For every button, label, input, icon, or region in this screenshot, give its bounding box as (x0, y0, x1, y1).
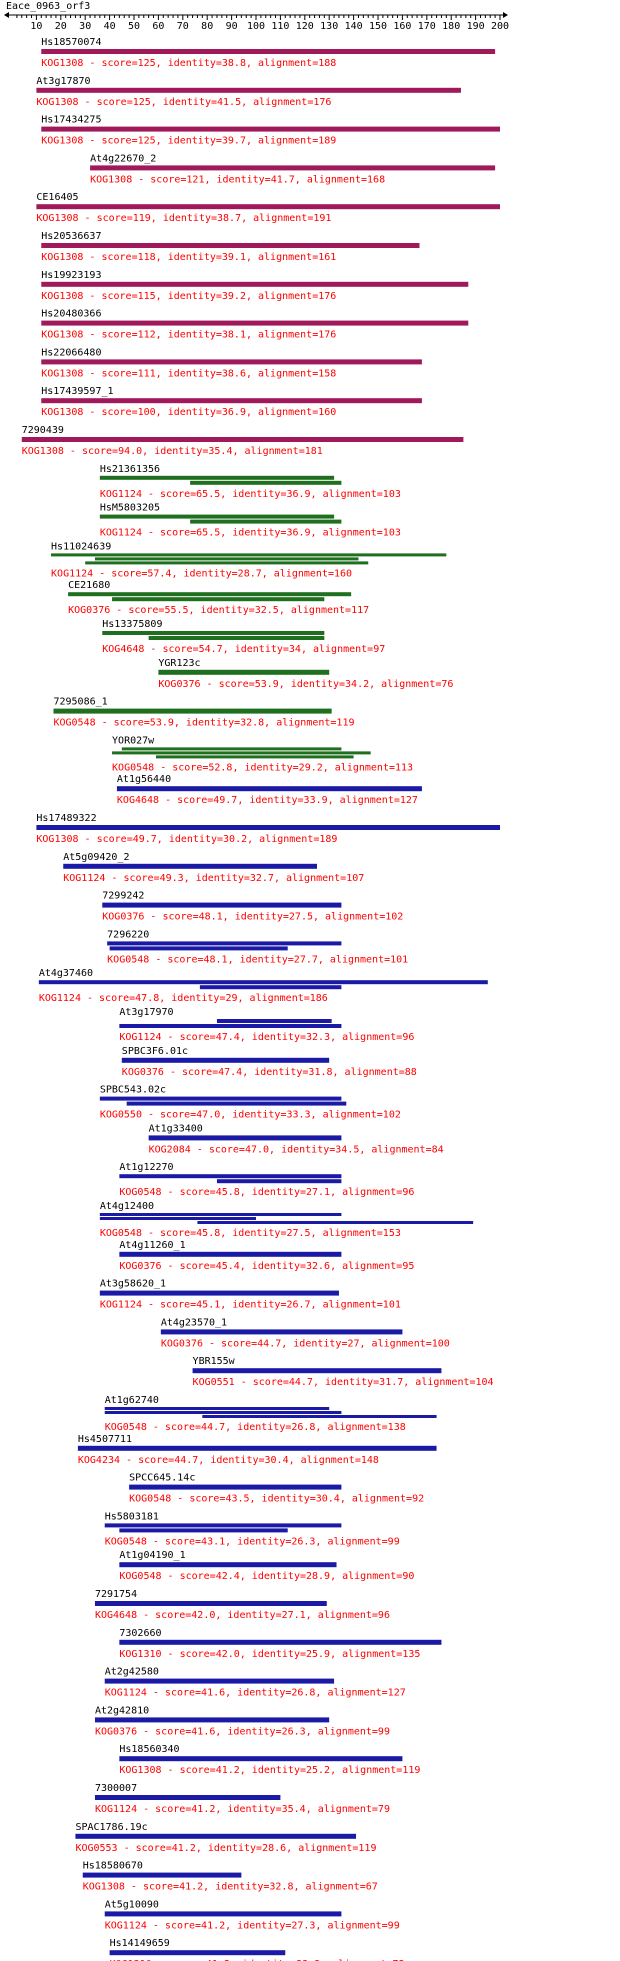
hit-row (119, 1744, 420, 1776)
alignment-bar (63, 864, 317, 869)
hit-row (95, 1589, 390, 1621)
hit-info: KOG0548 - score=43.5, identity=30.4, alignment=92 (129, 1493, 425, 1505)
alignment-bar (41, 243, 419, 248)
hit-name: 7291754 (94, 1589, 138, 1600)
hit-name: At4g11260_1 (119, 1239, 186, 1251)
alignment-bar (129, 1485, 341, 1490)
hit-info: KOG1308 - score=112, identity=38.1, alignment=176 (41, 329, 337, 341)
hit-info: KOG0548 - score=43.1, identity=26.3, alignment=99 (104, 1536, 400, 1548)
alignment-bar (197, 1221, 473, 1224)
hit-row (78, 1434, 437, 1466)
alignment-bar (119, 1174, 341, 1178)
hit-name: SPAC1786.19c (75, 1821, 148, 1833)
alignment-bar (105, 1911, 342, 1916)
hit-row (53, 697, 354, 729)
axis-tick-label: 10 (30, 21, 43, 32)
hit-info: KOG1308 - score=125, identity=39.7, alignment=189 (41, 135, 337, 147)
alignment-bar (217, 1179, 341, 1183)
alignment-bar (68, 592, 351, 596)
hit-info: KOG0548 - score=44.7, identity=26.8, alignment=138 (104, 1422, 406, 1433)
alignment-bar (39, 980, 488, 984)
hit-name: At2g42580 (104, 1666, 159, 1678)
hit-row (95, 1783, 390, 1815)
axis-left-arrow (4, 12, 9, 18)
hit-row (105, 1395, 437, 1433)
axis-tick-label: 200 (490, 21, 510, 32)
alignment-bar (83, 1873, 242, 1878)
hit-info: KOG0550 - score=47.0, identity=33.3, alignment=102 (99, 1109, 401, 1121)
alignment-bar (200, 985, 342, 989)
hit-row (129, 1473, 424, 1505)
alignment-bar (105, 1679, 334, 1684)
axis-tick-label: 50 (127, 21, 141, 32)
hit-info: KOG0548 - score=48.1, identity=27.7, alignment=101 (107, 954, 409, 966)
alignment-bar (95, 1717, 329, 1722)
hit-info: KOG4648 - score=42.0, identity=27.1, alignment=96 (94, 1610, 390, 1621)
hit-info: KOG1124 - score=41.2, identity=27.3, alignment=99 (104, 1920, 400, 1932)
alignment-bar (41, 398, 422, 403)
hit-info: KOG0376 - score=47.4, identity=31.8, alignment=88 (121, 1066, 417, 1078)
hit-name: CE16405 (36, 192, 79, 204)
alignment-bar (190, 520, 341, 524)
hit-name: Hs19923193 (41, 269, 102, 281)
hit-info: KOG0548 - score=45.8, identity=27.5, alignment=153 (99, 1228, 401, 1239)
hit-name: 7295086_1 (53, 696, 108, 708)
hit-row (100, 1085, 401, 1121)
axis-tick-label: 20 (54, 21, 67, 32)
alignment-bar (22, 437, 464, 442)
hit-name: CE21680 (68, 580, 111, 592)
axis-tick-label: 30 (79, 21, 92, 32)
hit-name: 7299242 (102, 890, 145, 902)
hit-name: At4g23570_1 (160, 1317, 228, 1329)
alignment-bar (36, 88, 461, 93)
alignment-bar (158, 670, 329, 675)
hit-row (51, 541, 446, 579)
hit-row (22, 425, 464, 457)
hit-info: KOG1308 - score=115, identity=39.2, alignment=176 (41, 290, 337, 302)
hit-name: Hs11024639 (51, 541, 112, 553)
hit-row (83, 1861, 378, 1893)
alignment-bar (100, 515, 334, 519)
hit-row (119, 1162, 414, 1198)
hit-info: KOG0376 - score=48.1, identity=27.5, alignment=102 (102, 911, 404, 923)
hit-name: Hs13375809 (102, 619, 163, 630)
alignment-bar (78, 1446, 437, 1451)
hit-name: At1g33400 (148, 1123, 203, 1135)
alignment-bar (36, 204, 500, 209)
axis-tick-label: 40 (103, 21, 116, 32)
hit-row (100, 1279, 401, 1311)
hit-name: At4g22670_2 (90, 153, 157, 165)
hit-row (41, 37, 495, 69)
hit-info: KOG1124 - score=41.6, identity=26.8, alignment=127 (104, 1687, 406, 1699)
axis-tick-label: 110 (271, 21, 290, 32)
alignment-bar (102, 631, 324, 635)
hit-info: KOG1124 - score=65.5, identity=36.9, alignment=103 (99, 527, 401, 539)
axis-right-arrow (503, 12, 508, 18)
axis-tick-label: 170 (417, 21, 436, 32)
hit-row (41, 270, 468, 302)
alignment-bar (117, 786, 422, 791)
hit-name: 7300007 (94, 1783, 138, 1794)
hit-row (122, 1046, 417, 1078)
hit-info: KOG1308 - score=125, identity=38.8, alignment=188 (41, 58, 337, 69)
hit-info: KOG2084 - score=47.0, identity=34.5, alignment=84 (148, 1144, 444, 1156)
hit-name: SPBC543.02c (99, 1084, 167, 1096)
hit-info: KOG1308 - score=118, identity=39.1, alignment=161 (41, 252, 337, 263)
alignment-bar (149, 636, 325, 640)
axis-tick-label: 190 (466, 21, 485, 32)
alignment-bar (149, 1135, 342, 1140)
hit-row (41, 347, 422, 379)
alignment-bar (122, 747, 342, 750)
hit-name: Hs21361356 (99, 463, 161, 475)
hit-info: KOG0376 - score=45.4, identity=32.6, alignment=95 (119, 1260, 415, 1272)
hit-info: KOG0551 - score=44.7, identity=31.7, alignment=104 (192, 1377, 494, 1389)
alignment-bar (193, 1368, 442, 1373)
hit-name: YBR155w (192, 1356, 235, 1368)
alignment-bar (110, 946, 288, 950)
hit-info: KOG0376 - score=55.5, identity=32.5, alignment=117 (68, 605, 370, 617)
hit-row (161, 1317, 450, 1349)
hit-info: KOG1124 - score=47.4, identity=32.3, alignment=96 (119, 1032, 415, 1043)
hit-row (193, 1356, 494, 1388)
alignment-bar (161, 1329, 403, 1334)
hit-info: KOG0376 - score=41.6, identity=26.3, alignment=99 (94, 1726, 390, 1738)
hit-info: KOG0548 - score=42.4, identity=28.9, alignment=90 (119, 1571, 415, 1583)
hit-row (119, 1628, 441, 1660)
hit-name: SPCC645.14c (129, 1472, 196, 1484)
hit-name: At1g56440 (116, 774, 172, 786)
hit-name: 7290439 (21, 425, 64, 436)
alignment-bar (127, 1102, 347, 1106)
hit-info: KOG1308 - score=111, identity=38.6, alignment=158 (41, 368, 337, 380)
alignment-bar (100, 476, 334, 480)
axis-tick-label: 130 (320, 21, 339, 32)
hit-info: KOG4648 - score=54.7, identity=34, alignment=97 (102, 644, 386, 655)
hit-row (90, 153, 495, 185)
hit-info: KOG1124 - score=49.3, identity=32.7, alignment=107 (63, 872, 365, 884)
alignment-bar (107, 941, 341, 945)
hit-row (63, 852, 364, 884)
alignment-bar (190, 481, 341, 485)
ruler-axis (4, 12, 509, 32)
alignment-bar (156, 755, 354, 758)
hit-name: Hs20480366 (41, 308, 102, 320)
hit-name: HsM5803205 (99, 502, 161, 514)
alignment-bar (110, 1950, 286, 1955)
hit-info: KOG1124 - score=57.4, identity=28.7, alignment=160 (51, 568, 353, 580)
hit-name: At1g04190_1 (119, 1550, 186, 1562)
alignment-bar (105, 1411, 342, 1414)
hit-row (39, 968, 488, 1004)
hit-name: Hs18570074 (41, 37, 102, 48)
axis-tick-label: 100 (246, 21, 266, 32)
hit-info: KOG0548 - score=53.9, identity=32.8, alignment=119 (53, 717, 355, 729)
hit-name: At2g42810 (94, 1705, 150, 1717)
hit-info: KOG0548 - score=52.8, identity=29.2, alignment=113 (112, 762, 414, 774)
hit-name: Hs18560340 (119, 1744, 180, 1756)
hit-info: KOG1310 - score=42.0, identity=25.9, alignment=135 (119, 1648, 421, 1660)
axis-tick-label: 90 (225, 21, 238, 32)
alignment-bar (105, 1523, 342, 1527)
alignment-bar (41, 321, 468, 326)
alignment-bar (41, 127, 500, 132)
hit-row (149, 1123, 444, 1155)
hit-name: At3g17970 (119, 1007, 174, 1018)
hit-row (119, 1007, 414, 1043)
alignment-bar (112, 597, 324, 601)
hit-info: KOG1308 - score=41.2, identity=25.2, alignment=119 (119, 1765, 421, 1777)
alignment-bar (95, 557, 359, 560)
axis-tick-label: 140 (344, 21, 363, 32)
hit-info: KOG0376 - score=44.7, identity=27, alignment=100 (160, 1338, 450, 1350)
alignment-bar (85, 561, 368, 564)
alignment-bar (217, 1019, 332, 1023)
hit-info: KOG0553 - score=41.2, identity=28.6, alignment=119 (75, 1842, 377, 1854)
alignment-bar (119, 1756, 402, 1761)
hit-info: KOG1308 - score=121, identity=41.7, alignment=168 (90, 174, 386, 186)
hit-row (41, 231, 419, 263)
hit-row (105, 1899, 400, 1931)
hit-info: KOG1308 - score=41.2, identity=32.8, alignment=67 (82, 1881, 378, 1893)
hit-row (110, 1938, 405, 1961)
axis-tick-label: 70 (176, 21, 189, 32)
hit-name: Hs17434275 (41, 114, 102, 126)
hit-name: At4g12400 (99, 1201, 155, 1212)
hit-info: KOG1308 - score=100, identity=36.9, alignment=160 (41, 407, 337, 419)
hit-name: Hs22066480 (41, 347, 102, 359)
alignment-bar (119, 1252, 341, 1257)
hit-info: KOG0548 - score=45.8, identity=27.1, alignment=96 (119, 1187, 415, 1199)
hit-list (22, 37, 500, 1961)
hit-name: Hs4507711 (77, 1433, 133, 1445)
hit-name: At1g12270 (119, 1162, 174, 1174)
alignment-bar (41, 49, 495, 54)
alignment-bar (202, 1415, 436, 1418)
hit-row (100, 503, 401, 539)
hit-row (41, 309, 468, 341)
alignment-bar (122, 1058, 329, 1063)
hit-name: 7302660 (119, 1627, 162, 1639)
alignment-bar (41, 282, 468, 287)
alignment-bar (95, 1601, 327, 1606)
axis-tick-label: 80 (201, 21, 214, 32)
alignment-bar (95, 1795, 280, 1800)
alignment-bar (41, 359, 422, 364)
hit-name: SPBC3F6.01c (121, 1045, 189, 1057)
alignment-bar (51, 553, 446, 556)
hit-name: Hs14149659 (109, 1938, 170, 1950)
hit-name: At3g58620_1 (99, 1278, 167, 1290)
hit-row (107, 929, 408, 965)
hit-row (75, 1822, 376, 1854)
hit-row (119, 1550, 414, 1582)
hit-row (100, 1201, 473, 1239)
hit-info: KOG1308 - score=94.0, identity=35.4, alignment=181 (21, 446, 323, 457)
hit-row (158, 658, 453, 690)
hit-info: KOG1124 - score=41.2, identity=35.4, alignment=79 (94, 1804, 390, 1815)
hit-name: At3g17870 (36, 75, 91, 87)
hit-info: KOG1308 - score=125, identity=41.5, alignment=176 (36, 96, 332, 108)
hit-name: Hs17489322 (36, 813, 97, 824)
hit-row (95, 1705, 390, 1737)
hit-name: Hs17439597_1 (41, 386, 114, 398)
hit-row (105, 1511, 400, 1547)
alignment-bar (53, 709, 331, 714)
hit-name: YGR123c (158, 657, 201, 669)
alignment-bar (112, 751, 371, 754)
hit-row (36, 76, 461, 108)
alignment-bar (119, 1528, 287, 1532)
hit-name: At5g09420_2 (63, 851, 130, 863)
hit-row (102, 619, 385, 655)
query-name: Eace_0963_orf3 (6, 1, 91, 12)
alignment-bar (119, 1024, 341, 1028)
hit-row (112, 735, 413, 773)
hit-info: KOG1124 - score=45.1, identity=26.7, alignment=101 (99, 1299, 401, 1311)
hit-name: At1g62740 (104, 1395, 159, 1406)
alignment-bar (102, 903, 341, 908)
alignment-bar (119, 1562, 336, 1567)
hit-row (119, 1240, 414, 1272)
hit-info: KOG4234 - score=44.7, identity=30.4, alignment=148 (77, 1454, 379, 1466)
hit-info: KOG1124 - score=65.5, identity=36.9, alignment=103 (99, 488, 401, 500)
hit-info: KOG1124 - score=47.8, identity=29, alignment=186 (38, 993, 328, 1005)
hit-info: KOG0376 - score=53.9, identity=34.2, alignment=76 (158, 678, 454, 690)
axis-tick-label: 180 (442, 21, 461, 32)
hit-name: 7296220 (107, 929, 150, 941)
hit-row (41, 115, 500, 147)
hit-row (68, 580, 369, 616)
hit-row (100, 464, 401, 500)
alignment-bar (100, 1097, 342, 1101)
hit-row (105, 1667, 406, 1699)
hit-name: Hs5803181 (104, 1511, 159, 1523)
alignment-bar (75, 1834, 356, 1839)
alignment-bar (100, 1213, 342, 1216)
axis-tick-label: 120 (295, 21, 314, 32)
hit-name: At4g37460 (38, 968, 94, 980)
hit-row (36, 192, 500, 224)
alignment-bar (105, 1407, 329, 1410)
alignment-bar (36, 825, 500, 830)
axis-tick-label: 160 (393, 21, 412, 32)
hit-info: KOG4648 - score=49.7, identity=33.9, alignment=127 (116, 795, 418, 807)
hit-info: KOG1308 - score=49.7, identity=30.2, alignment=189 (36, 834, 338, 845)
hit-row (117, 774, 422, 806)
hit-row (102, 891, 403, 923)
axis-tick-label: 60 (152, 21, 165, 32)
hit-name: Hs18580670 (82, 1860, 143, 1872)
hit-row (36, 813, 500, 845)
alignment-bar (119, 1640, 441, 1645)
alignment-bar (100, 1217, 256, 1220)
hit-row (41, 386, 422, 418)
hit-name: Hs20536637 (41, 231, 102, 242)
hit-info: KOG1308 - score=119, identity=38.7, alignment=191 (36, 213, 332, 225)
alignment-bar (100, 1291, 339, 1296)
hit-name: At5g10090 (104, 1899, 159, 1911)
alignment-bar (90, 165, 495, 170)
axis-tick-label: 150 (368, 21, 388, 32)
hit-name: YOR027w (112, 735, 155, 747)
